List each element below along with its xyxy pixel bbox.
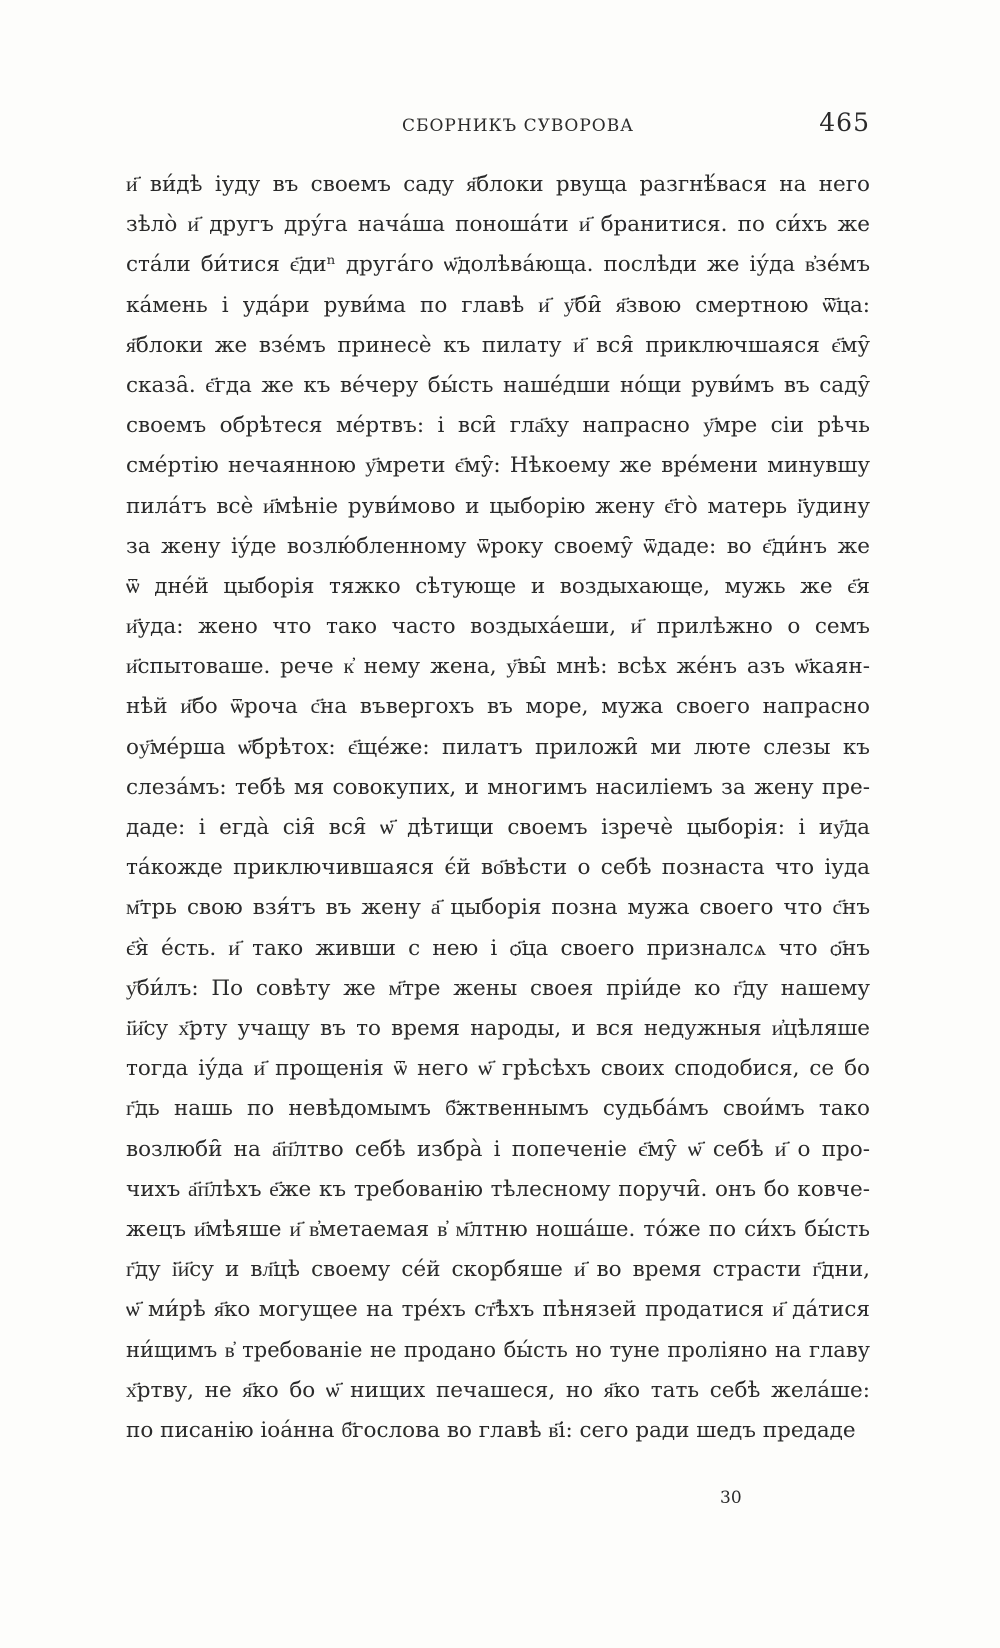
text-line: х҃ртву, не я҃ко бо ѡ҃ нищих печашеся, но я҃ко тать себѣ жела́ше: [126,1377,870,1403]
text-line: та́кожде приключившаяся є́й во҃вѣсти о себѣ познаста что іуда [126,855,870,881]
text-line: м҃трь свою взя́тъ въ жену а҃ цыборія позна мужа своего что с҃нъ [126,895,870,921]
text-line: слеза́мъ: тебѣ мя совокупих, и многимъ насиліемъ за жену пре- [126,774,870,800]
text-line: ни́щимъ в҆ требованіе не продано бы́сть но туне проліяно на главу [126,1338,870,1363]
text-line: ѡ҃ ми́рѣ я҃ко могущее на тре́хъ ст҃ѣхъ пѣнязей продатися и҃ да́тися [126,1297,870,1323]
text-line: за жену іу́де возлю́бленному ѿроку своему̑ ѿдаде: во є҃ди́нъ же [126,533,870,559]
page-number: 465 [819,108,870,137]
text-line: чихъ а҃п҃лѣхъ е҃же къ требованію тѣлесному поручи̑. онъ бо ковче- [126,1176,870,1202]
text-line: ѿ дне́й цыборія тяжко сѣтующе и воздыхающе, мужь же є҃я [126,573,870,599]
text-line: г҃ду і҃и҃су и вл҃цѣ своему се́й скорбяше и҃ во время страсти г҃дни, [126,1257,870,1283]
text-line: ста́ли би́тися є҃диⁿ друга́го ѡ҃долѣва́юща. послѣди же іу́да в҆зе́мъ [126,252,870,278]
text-line: сме́ртію нечаянною у҃мрети є҃му̑: Нѣкоему же вре́мени минувшу [126,453,870,479]
text-line: своемъ обрѣтеся ме́ртвъ: і вси̑ гла҃ху напрасно у҃мре сіи рѣчь [126,413,870,439]
text-line: оу҃ме́рша ѡ҃брѣтох: є҃ще́же: пилатъ приложи̑ ми люте слезы къ [126,734,870,760]
text-line: я҃блоки же взе́мъ принесѐ къ пилату и҃ вся̑ приключшаяся є҃му̑ [126,332,870,358]
text-line: є҃я̀ е́сть. и҃ тако живши с нею і ѻ҃ца своего призналсѧ что ѻ҃нъ [126,935,870,961]
text-line: ка́мень і уда́ри руви́ма по главѣ и҃ у҃би̑ я҃звою смертною ѿ҃ца: [126,292,870,318]
text-line: и҃спытоваше. рече к҆ нему жена, у҃вы̑ мнѣ: всѣх же́нъ азъ ѡ҃каян- [126,654,870,680]
text-line: у҃би́лъ: По совѣту же м҃тре жены своея пріи́де ко г҃ду нашему [126,975,870,1001]
text-line: сказа̑. є҃гда же къ ве́черу бы́сть наше́дши но́щи руви́мъ въ саду̑ [126,372,870,398]
text-line: тогда іу́да и҃ прощенія ѿ него ѡ҃ грѣсѣхъ своих сподобися, се бо [126,1056,870,1082]
body-text [126,165,870,1451]
text-line: нѣй и҃бо ѿроча с҃на въвергохъ въ море, мужа своего напрасно [126,694,870,720]
text-line: и҃уда: жено что тако часто воздыха́еши, и҃ прилѣжно о семъ [126,614,870,640]
text-line: жецъ и҃мѣяше и҃ в҆метаемая в҆ м҃лтню ноша́ше. то́же по си́хъ бы́сть [126,1216,870,1242]
text-line: даде: і егда̀ сія̑ вся̑ ѡ҃ дѣтищи своемъ ізречѐ цыборія: і иу҃да [126,815,870,840]
signature-mark: 30 [720,1488,742,1508]
running-head [120,104,870,144]
running-title: СБОРНИКЪ СУВОРОВА [402,116,635,136]
text-line: г҃дь нашь по невѣдомымъ б҃жтвеннымъ судьба́мъ свои́мъ тако [126,1096,870,1122]
text-line: зѣло̀ и҃ другъ дру́га нача́ша поноша́ти и҃ бранитися. по си́хъ же [126,212,870,238]
text-line: по писанію іоа́нна б҃гослова во главѣ в҃і: сего ради шедъ предаде [126,1417,856,1443]
text-line: пила́тъ всѐ и҃мѣніе руви́мово и цыборію жену є҃го̀ матерь і҃удину [126,493,870,519]
text-line: возлюби̑ на а҃п҃лтво себѣ избра̀ і попеченіе є҃му̑ ѡ҃ себѣ и҃ о про- [126,1136,870,1162]
text-line: і҃и҃су х҃рту учащу въ то время народы, и вся недужныя и҆цѣляше [126,1015,870,1041]
text-line: и҃ ви́дѣ іуду въ своемъ саду я҃блоки рвуща разгнѣ́вася на него [126,172,870,197]
